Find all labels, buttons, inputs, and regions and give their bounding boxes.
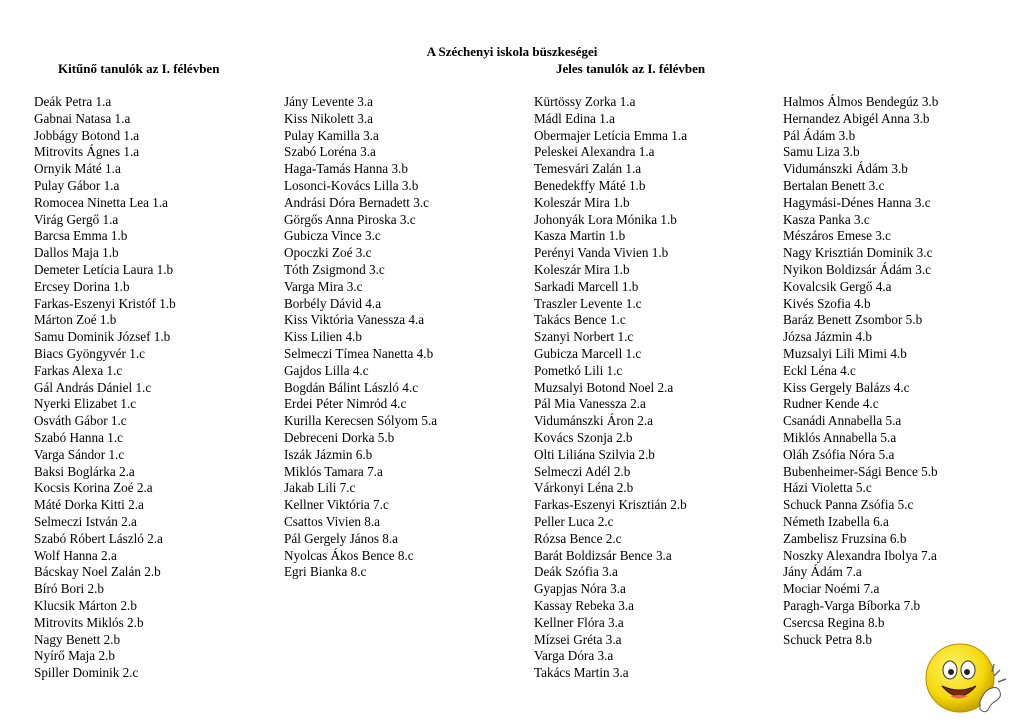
student-entry: Máté Dorka Kitti 2.a (34, 497, 144, 513)
student-entry: Perényi Vanda Vivien 1.b (534, 245, 669, 261)
kitunok-list-column-1 (34, 94, 176, 682)
student-entry: Gajdos Lilla 4.c (284, 362, 369, 378)
student-entry: Dallos Maja 1.b (34, 245, 119, 261)
student-entry: Kocsis Korina Zoé 2.a (34, 480, 153, 496)
student-entry: Nyerki Elizabet 1.c (34, 396, 137, 412)
student-entry: Bertalan Benett 3.c (783, 177, 885, 193)
student-entry: Pál Mia Vanessza 2.a (534, 396, 646, 412)
student-entry: Noszky Alexandra Ibolya 7.a (783, 547, 937, 563)
student-entry: Samu Dominik József 1.b (34, 329, 171, 345)
student-entry: Gabnai Natasa 1.a (34, 110, 131, 126)
student-entry: Kovalcsik Gergő 4.a (783, 278, 892, 294)
student-entry: Varga Sándor 1.c (34, 446, 125, 462)
student-entry: Kiss Gergely Balázs 4.c (783, 379, 910, 395)
student-entry: Varga Dóra 3.a (534, 648, 614, 664)
student-entry: Rudner Kende 4.c (783, 396, 879, 412)
student-entry: Selmeczi Tímea Nanetta 4.b (284, 345, 434, 361)
student-entry: Gyapjas Nóra 3.a (534, 581, 626, 597)
student-entry: Demeter Letícia Laura 1.b (34, 261, 174, 277)
student-entry: Muzsalyi Lili Mimi 4.b (783, 345, 907, 361)
student-entry: Nagy Benett 2.b (34, 631, 121, 647)
student-entry: Eckl Léna 4.c (783, 362, 856, 378)
student-entry: Kiss Viktória Vanessza 4.a (284, 312, 425, 328)
student-entry: Ornyik Máté 1.a (34, 161, 121, 177)
student-entry: Nagy Krisztián Dominik 3.c (783, 245, 933, 261)
student-entry: Józsa Jázmin 4.b (783, 329, 872, 345)
student-entry: Mitrovits Miklós 2.b (34, 614, 144, 630)
student-entry: Olti Liliána Szilvia 2.b (534, 446, 655, 462)
student-entry: Hagymási-Dénes Hanna 3.c (783, 194, 931, 210)
student-entry: Wolf Hanna 2.a (34, 547, 117, 563)
student-entry: Opoczki Zoé 3.c (284, 245, 372, 261)
student-entry: Debreceni Dorka 5.b (284, 429, 395, 445)
student-entry: Kürtössy Zorka 1.a (534, 94, 636, 109)
student-entry: Klucsik Márton 2.b (34, 597, 137, 613)
student-entry: Benedekffy Máté 1.b (534, 177, 646, 193)
student-entry: Szabó Loréna 3.a (284, 144, 376, 160)
kitunó-heading: Kitűnő tanulók az I. félévben (58, 61, 220, 76)
student-entry: Virág Gergő 1.a (34, 211, 119, 227)
student-entry: Mitrovits Ágnes 1.a (34, 144, 140, 160)
student-entry: Hernandez Abigél Anna 3.b (783, 110, 930, 126)
student-entry: Csanádi Annabella 5.a (783, 413, 902, 429)
student-entry: Bácskay Noel Zalán 2.b (34, 564, 161, 580)
student-entry: Szanyi Norbert 1.c (534, 329, 634, 345)
student-entry: Szabó Róbert László 2.a (34, 530, 163, 546)
student-entry: Rózsa Bence 2.c (534, 530, 622, 546)
student-entry: Iszák Jázmin 6.b (284, 446, 373, 462)
student-entry: Selmeczi Adél 2.b (534, 463, 631, 479)
student-entry: Bíró Bori 2.b (34, 581, 104, 597)
student-entry: Kiss Lilien 4.b (284, 329, 363, 345)
student-entry: Pometkó Lili 1.c (534, 362, 623, 378)
student-entry: Biacs Gyöngyvér 1.c (34, 345, 145, 361)
student-entry: Gubicza Vince 3.c (284, 228, 381, 244)
student-entry: Mízsei Gréta 3.a (534, 631, 622, 647)
student-entry: Selmeczi István 2.a (34, 513, 137, 529)
student-entry: Baksi Boglárka 2.a (34, 463, 135, 479)
student-entry: Schuck Panna Zsófia 5.c (783, 497, 914, 513)
student-entry: Kasza Martin 1.b (534, 228, 626, 244)
student-entry: Losonci-Kovács Lilla 3.b (284, 177, 419, 193)
student-entry: Traszler Levente 1.c (534, 295, 642, 311)
student-entry: Pulay Gábor 1.a (34, 177, 120, 193)
student-entry: Farkas Alexa 1.c (34, 362, 123, 378)
student-entry: Borbély Dávid 4.a (284, 295, 382, 311)
student-entry: Várkonyi Léna 2.b (534, 480, 634, 496)
student-entry: Baráz Benett Zsombor 5.b (783, 312, 923, 328)
student-entry: Peller Luca 2.c (534, 513, 614, 529)
student-entry: Jány Levente 3.a (284, 94, 373, 109)
student-entry: Barát Boldizsár Bence 3.a (534, 547, 672, 563)
student-entry: Erdei Péter Nimród 4.c (284, 396, 407, 412)
student-entry: Csattos Vivien 8.a (284, 513, 381, 529)
student-entry: Kurilla Kerecsen Sólyom 5.a (284, 413, 438, 429)
student-entry: Jobbágy Botond 1.a (34, 127, 140, 143)
student-entry: Paragh-Varga Bíborka 7.b (783, 597, 921, 613)
waving-smiley-icon (920, 634, 1010, 720)
student-entry: Takács Bence 1.c (534, 312, 626, 328)
student-entry: Deák Petra 1.a (34, 94, 112, 109)
student-entry: Tóth Zsigmond 3.c (284, 261, 385, 277)
student-entry: Pulay Kamilla 3.a (284, 127, 379, 143)
student-entry: Johonyák Lora Mónika 1.b (534, 211, 677, 227)
student-entry: Kasza Panka 3.c (783, 211, 870, 227)
student-entry: Mészáros Emese 3.c (783, 228, 892, 244)
student-entry: Kellner Flóra 3.a (534, 614, 624, 630)
student-entry: Vidumánszki Ádám 3.b (783, 161, 908, 177)
student-entry: Jány Ádám 7.a (783, 564, 862, 580)
student-entry: Nyolcas Ákos Bence 8.c (284, 547, 414, 563)
student-entry: Takács Martin 3.a (534, 665, 629, 681)
student-entry: Haga-Tamás Hanna 3.b (284, 161, 408, 177)
student-entry: Deák Szófia 3.a (534, 564, 618, 580)
student-entry: Koleszár Mira 1.b (534, 261, 630, 277)
student-entry: Spiller Dominik 2.c (34, 665, 139, 681)
student-entry: Farkas-Eszenyi Krisztián 2.b (534, 497, 687, 513)
student-entry: Bogdán Bálint László 4.c (284, 379, 419, 395)
student-entry: Miklós Tamara 7.a (284, 463, 383, 479)
kitunok-list-column-2 (284, 94, 437, 581)
student-entry: Farkas-Eszenyi Kristóf 1.b (34, 295, 176, 311)
page-title: A Széchenyi iskola büszkeségei (426, 44, 598, 59)
student-entry: Gubicza Marcell 1.c (534, 345, 642, 361)
student-entry: Romocea Ninetta Lea 1.a (34, 194, 169, 210)
student-entry: Kellner Viktória 7.c (284, 497, 389, 513)
student-entry: Egri Bianka 8.c (284, 564, 367, 580)
student-entry: Pál Ádám 3.b (783, 127, 856, 143)
student-entry: Németh Izabella 6.a (783, 513, 889, 529)
student-entry: Temesvári Zalán 1.a (534, 161, 642, 177)
jelesek-list-column-2 (783, 94, 938, 648)
student-entry: Mociar Noémi 7.a (783, 581, 880, 597)
student-entry: Oláh Zsófia Nóra 5.a (783, 446, 895, 462)
student-entry: Szabó Hanna 1.c (34, 429, 123, 445)
student-entry: Koleszár Mira 1.b (534, 194, 630, 210)
student-entry: Kiss Nikolett 3.a (284, 110, 374, 126)
student-entry: Miklós Annabella 5.a (783, 429, 897, 445)
jelesek-list-column-1 (534, 94, 687, 682)
student-entry: Jakab Lili 7.c (284, 480, 356, 496)
student-entry: Zambelisz Fruzsina 6.b (783, 530, 907, 546)
student-entry: Halmos Álmos Bendegúz 3.b (783, 94, 939, 109)
student-entry: Mádl Edina 1.a (534, 110, 615, 126)
student-entry: Ercsey Dorina 1.b (34, 278, 130, 294)
student-entry: Görgős Anna Piroska 3.c (284, 211, 416, 227)
student-entry: Andrási Dóra Bernadett 3.c (284, 194, 430, 210)
student-entry: Barcsa Emma 1.b (34, 228, 128, 244)
student-entry: Házi Violetta 5.c (783, 480, 872, 496)
student-entry: Obermajer Letícia Emma 1.a (534, 127, 688, 143)
student-entry: Kassay Rebeka 3.a (534, 597, 634, 613)
student-entry: Kivés Szofia 4.b (783, 295, 871, 311)
student-entry: Gál András Dániel 1.c (34, 379, 152, 395)
student-entry: Samu Liza 3.b (783, 144, 860, 160)
student-entry: Bubenheimer-Sági Bence 5.b (783, 463, 938, 479)
student-entry: Nyikon Boldizsár Ádám 3.c (783, 261, 931, 277)
student-entry: Vidumánszki Áron 2.a (534, 413, 653, 429)
student-entry: Sarkadi Marcell 1.b (534, 278, 639, 294)
student-entry: Pál Gergely János 8.a (284, 530, 399, 546)
jeles-heading: Jeles tanulók az I. félévben (556, 61, 706, 76)
student-entry: Peleskei Alexandra 1.a (534, 144, 655, 160)
student-entry: Márton Zoé 1.b (34, 312, 117, 328)
student-entry: Osváth Gábor 1.c (34, 413, 127, 429)
student-entry: Muzsalyi Botond Noel 2.a (534, 379, 674, 395)
student-entry: Schuck Petra 8.b (783, 631, 872, 647)
student-entry: Varga Mira 3.c (284, 278, 363, 294)
student-entry: Csercsa Regina 8.b (783, 614, 885, 630)
student-entry: Kovács Szonja 2.b (534, 429, 633, 445)
student-entry: Nyírő Maja 2.b (34, 648, 115, 664)
